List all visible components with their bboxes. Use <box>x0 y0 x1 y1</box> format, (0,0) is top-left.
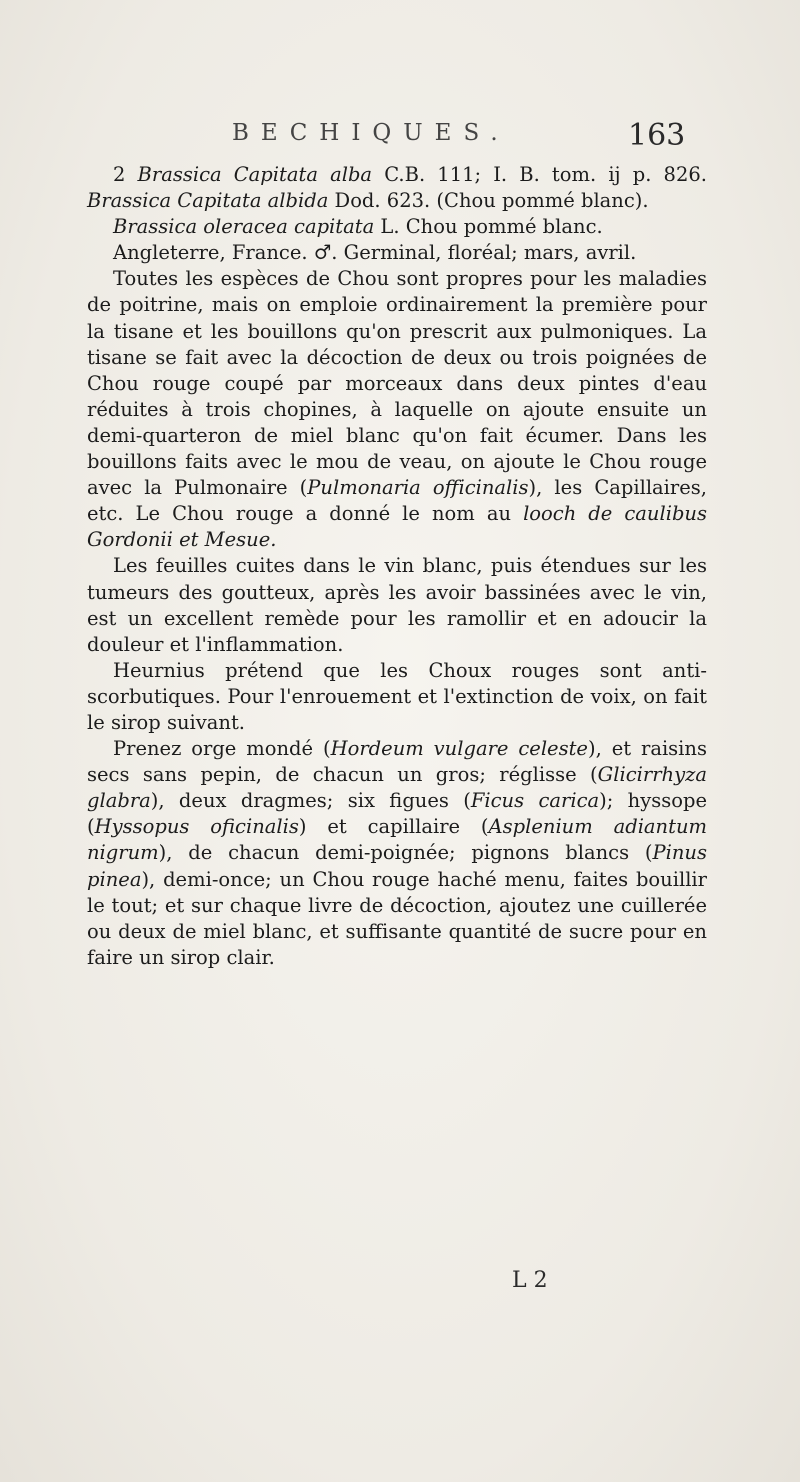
text-segment: 2 <box>113 163 138 186</box>
paragraph-paragraph-recette <box>87 736 714 971</box>
page-header <box>0 118 800 158</box>
text-segment: ); hyssope ( <box>87 789 714 839</box>
paragraph-entry-brassica-capitata <box>87 162 714 214</box>
text-segment: Angleterre, France. ♂. Germinal, floréal; mars, avril. <box>113 241 637 265</box>
text-segment: C.B. 111; I. B. tom. ij p. 826. <box>372 163 714 186</box>
text-segment: Prenez orge mondé ( <box>113 737 331 761</box>
text-segment: ), de chacun demi-poignée; pignons blancs ( <box>158 841 653 865</box>
text-segment: ), les Capillaires, etc. Le Chou rouge a donné le nom au <box>87 476 714 526</box>
italic-text-segment: Hyssopus oficinalis <box>94 815 299 839</box>
paragraph-paragraph-feuilles <box>87 553 714 657</box>
italic-text-segment: looch de caulibus Gordonii et Mesue. <box>87 502 714 552</box>
italic-text-segment: Pulmonaria officinalis <box>307 476 529 500</box>
paragraph-entry-brassica-oleracea <box>87 214 707 240</box>
running-title: BECHIQUES. <box>232 120 510 146</box>
italic-text-segment: Brassica oleracea capitata <box>113 215 375 239</box>
paragraph-entry-habitat <box>87 240 707 266</box>
italic-text-segment: Brassica Capitata alba <box>137 163 373 186</box>
body-text <box>87 162 714 971</box>
text-segment: L. Chou pommé blanc. <box>374 215 603 239</box>
text-segment: Toutes les espèces de Chou sont propres pour les maladies de poitrine, mais on emploie ordinairement la première pour la tisane et les bouillons qu'on prescrit aux pulmoniques. La tisane se fait avec la décoction de deux ou trois poignées de Chou rouge coupé par morceaux dans deux pintes d'eau réduites à trois chopines, à laquelle on ajoute ensuite un demi-quarteron de miel blanc qu'on fait écumer. Dans les bouillons faits avec le mou de veau, on ajoute le Chou rouge avec la Pulmonaire ( <box>87 267 714 500</box>
text-segment: Les feuilles cuites dans le vin blanc, puis étendues sur les tumeurs des goutteux, après les avoir bassinées avec le vin, est un excellent remède pour les ramollir et en adoucir la douleur et l'inflammation. <box>87 554 714 656</box>
italic-text-segment: Pinus pinea <box>87 841 714 891</box>
italic-text-segment: Ficus carica <box>470 789 600 813</box>
signature-mark: L 2 <box>512 1268 548 1293</box>
text-segment: Heurnius prétend que les Choux rouges sont anti-scorbutiques. Pour l'enrouement et l'extinction de voix, on fait le sirop suivant. <box>87 658 714 734</box>
page-number: 163 <box>628 118 686 153</box>
italic-text-segment: Glicirrhyza glabra <box>87 763 714 813</box>
paragraph-paragraph-especes <box>87 266 714 553</box>
italic-text-segment: Asplenium adiantum nigrum <box>87 815 714 865</box>
text-segment: ), et raisins secs sans pepin, de chacun un gros; réglisse ( <box>87 737 714 787</box>
italic-text-segment: Hordeum vulgare celeste <box>330 737 588 761</box>
paragraph-paragraph-heurnius <box>87 658 714 736</box>
text-segment: ), demi-once; un Chou rouge haché menu, faites bouillir le tout; et sur chaque livre de décoction, ajoutez une cuillerée ou deux de miel blanc, et suffisante quantité de sucre pour en faire un sirop clair. <box>87 867 714 969</box>
text-segment: Dod. 623. (Chou pommé blanc). <box>328 189 649 213</box>
italic-text-segment: Brassica Capitata albida <box>87 189 329 213</box>
text-segment: ), deux dragmes; six figues ( <box>150 789 471 813</box>
text-segment: ) et capillaire ( <box>298 815 489 839</box>
